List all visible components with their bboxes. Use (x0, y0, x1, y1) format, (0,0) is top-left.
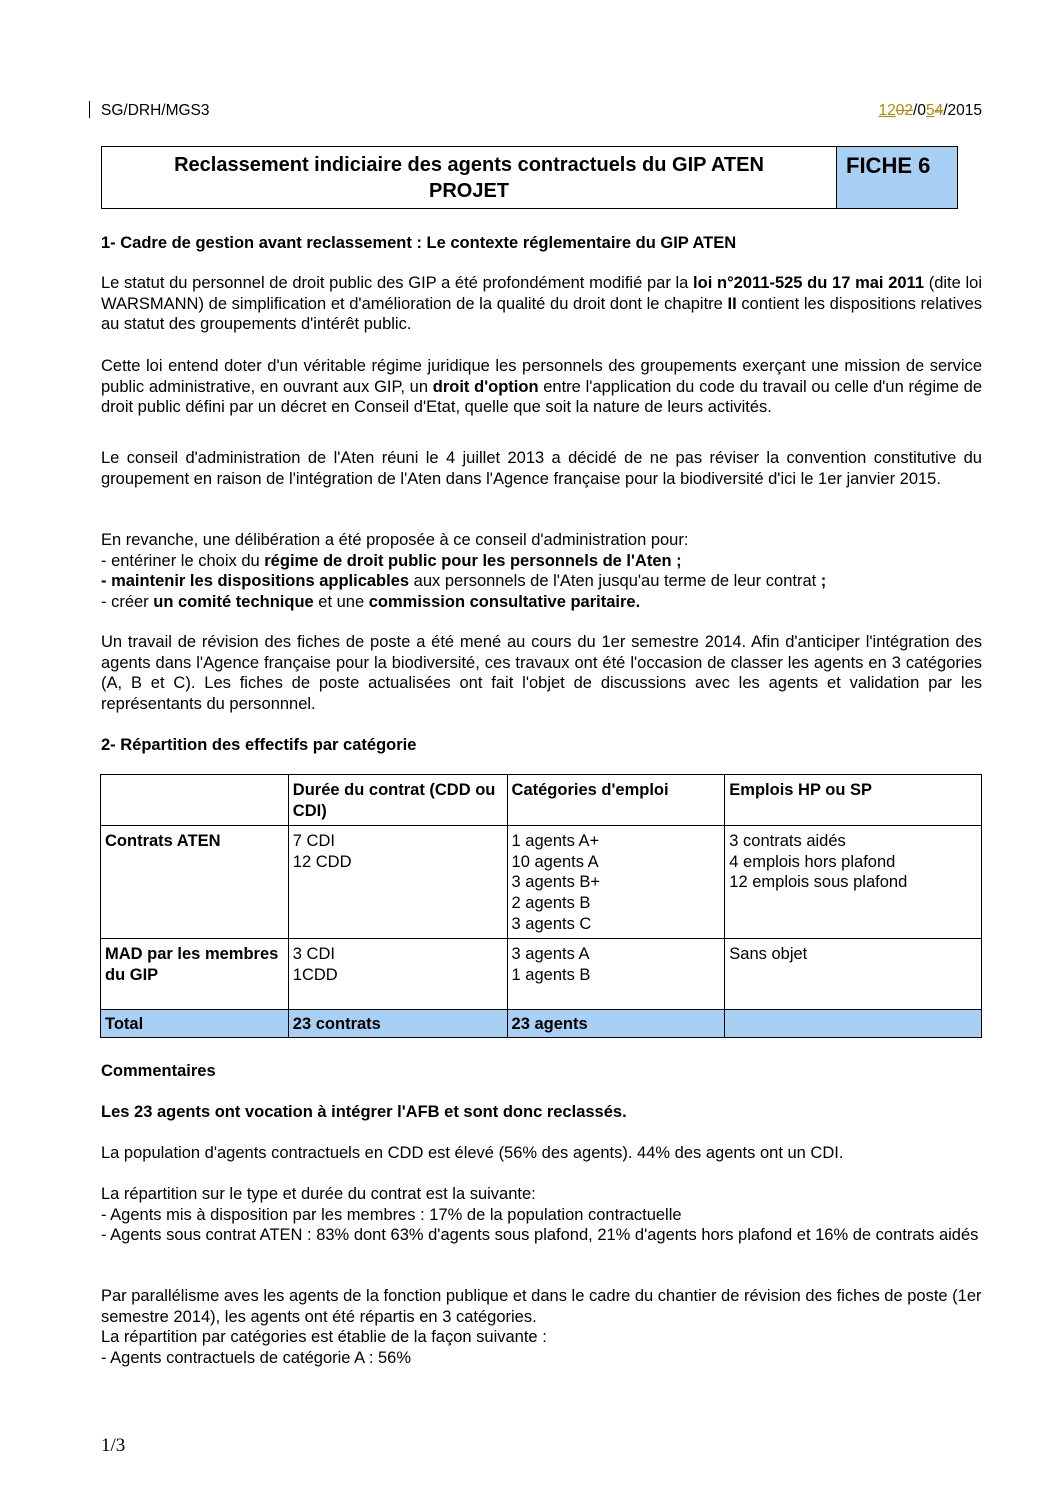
deliberation-item (101, 551, 982, 572)
margin-change-bar (89, 101, 90, 118)
table-cell: 3 contrats aidés 4 emplois hors plafond 12 emplois sous plafond (725, 826, 982, 939)
table-total-cell: 23 agents (507, 1010, 725, 1038)
table-cell: 3 agents A 1 agents B (507, 939, 725, 1010)
table-cell: Sans objet (725, 939, 982, 1010)
header-date (879, 102, 982, 120)
table-row-label: Contrats ATEN (101, 826, 289, 939)
table-total-label: Total (101, 1010, 289, 1038)
date-day-new: 12 (878, 102, 896, 119)
table-cell: 3 CDI 1CDD (288, 939, 507, 1010)
text-line: - Agents contractuels de catégorie A : 56% (101, 1348, 412, 1367)
document-title-box (101, 146, 837, 209)
comments-heading: Commentaires (101, 1062, 216, 1080)
text-run: et une (313, 592, 369, 611)
emphasis-text: commission consultative paritaire. (368, 592, 641, 611)
table-total-row (101, 1010, 982, 1038)
text-run: (dite loi WARSMANN) de simplification et d'amélioration de la qualité du droit dont le chapitre (101, 274, 982, 313)
table-header-cell: Durée du contrat (CDD ou CDI) (288, 775, 507, 826)
section1-deliberation (101, 530, 982, 612)
text-run: contient les dispositions relatives au statut des groupements d'intérêt public. (101, 294, 982, 334)
header-reference: SG/DRH/MGS3 (101, 102, 210, 119)
date-year: /2015 (943, 102, 982, 119)
comments-key-statement: Les 23 agents ont vocation à intégrer l'AFB et sont donc reclassés. (101, 1103, 627, 1121)
comments-paragraph-2 (101, 1184, 982, 1246)
text-line: La répartition sur le type et durée du contrat est la suivante: (101, 1185, 536, 1203)
table-total-cell (725, 1010, 982, 1038)
text-line: - Agents mis à disposition par les membres : 17% de la population contractuelle (101, 1205, 682, 1224)
page-number: 1/3 (101, 1435, 126, 1456)
section1-paragraph-1 (101, 273, 982, 335)
text-line: La répartition par catégories est établie de la façon suivante : (101, 1328, 547, 1347)
section2-heading: 2- Répartition des effectifs par catégorie (101, 736, 417, 754)
text-run: aux personnels de l'Aten jusqu'au terme de leur contrat (409, 572, 821, 591)
table-cell: 1 agents A+ 10 agents A 3 agents B+ 2 agents B 3 agents C (507, 826, 725, 939)
text-run: entre l'application du code du travail ou celle d'un régime de droit public défini par un décret en Conseil d'Etat, quelle que soit la nature de leurs activités. (101, 377, 983, 417)
date-sep: /0 (913, 102, 926, 119)
text-line: - Agents sous contrat ATEN : 83% dont 63% d'agents sous plafond, 21% d'agents hors plafond et 16% de contrats aidés (101, 1226, 979, 1245)
staff-distribution-table (100, 774, 982, 1038)
table-row-label: MAD par les membres du GIP (101, 939, 289, 1010)
table-total-cell: 23 contrats (288, 1010, 507, 1038)
text-run: - entériner le choix du (101, 551, 265, 570)
comments-paragraph-1: La population d'agents contractuels en CDD est élevé (56% des agents). 44% des agents ont un CDI. (101, 1144, 844, 1162)
date-month-new: 5 (925, 102, 935, 119)
table-header-row (101, 775, 982, 826)
emphasis-text: régime de droit public pour les personnels de l'Aten ; (264, 551, 682, 570)
emphasis-text: droit d'option (432, 377, 539, 396)
text-run: - créer (101, 592, 154, 611)
document-title: Reclassement indiciaire des agents contractuels du GIP ATEN (174, 153, 764, 176)
comments-paragraph-3 (101, 1286, 982, 1368)
emphasis-text: ; (820, 572, 827, 591)
fiche-label: FICHE 6 (836, 146, 958, 209)
document-status: PROJET (428, 179, 510, 202)
chapter-number: II (727, 294, 737, 313)
table-header-cell (101, 775, 289, 826)
table-header-cell: Catégories d'emploi (507, 775, 725, 826)
text-run: Le statut du personnel de droit public des GIP a été profondément modifié par la (101, 274, 694, 292)
deliberation-intro: En revanche, une délibération a été proposée à ce conseil d'administration pour: (101, 531, 689, 549)
section1-paragraph-5: Un travail de révision des fiches de poste a été mené au cours du 1er semestre 2014. Afin d'anticiper l'intégration des agents dans l'Agence française pour la biodiversité, ces travaux ont été l'occasion de classer les agents en 3 catégories (A, B et C). Les fiches de poste actualisées ont fait l'objet de discussions avec les agents et validation par les représentants du personnnel. (101, 633, 982, 713)
text-run: Cette loi entend doter d'un véritable régime juridique les personnels des groupements exerçant une mission de service public administrative, en ouvrant aux GIP, un (101, 357, 982, 396)
date-month-deleted: 4 (934, 102, 944, 119)
text-line: Par parallélisme aves les agents de la fonction publique et dans le cadre du chantier de révision des fiches de poste (1er semestre 2014), les agents ont été répartis en 3 catégories. (101, 1287, 982, 1326)
law-reference: loi n°2011-525 du 17 mai 2011 (693, 274, 924, 292)
table-row (101, 939, 982, 1010)
emphasis-text: - maintenir les dispositions applicables (101, 572, 410, 591)
date-day-deleted: 02 (895, 102, 914, 119)
table-cell: 7 CDI 12 CDD (288, 826, 507, 939)
table-row (101, 826, 982, 939)
emphasis-text: un comité technique (153, 592, 314, 611)
section1-heading: 1- Cadre de gestion avant reclassement : Le contexte réglementaire du GIP ATEN (101, 234, 737, 252)
section1-paragraph-3: Le conseil d'administration de l'Aten réuni le 4 juillet 2013 a décidé de ne pas réviser la convention constitutive du groupement en raison de l'intégration de l'Aten dans l'Agence française pour la biodiversité d'ici le 1er janvier 2015. (101, 449, 982, 488)
table-header-cell: Emplois HP ou SP (725, 775, 982, 826)
deliberation-item (101, 571, 982, 592)
deliberation-item (101, 592, 982, 613)
section1-paragraph-2 (101, 356, 982, 418)
